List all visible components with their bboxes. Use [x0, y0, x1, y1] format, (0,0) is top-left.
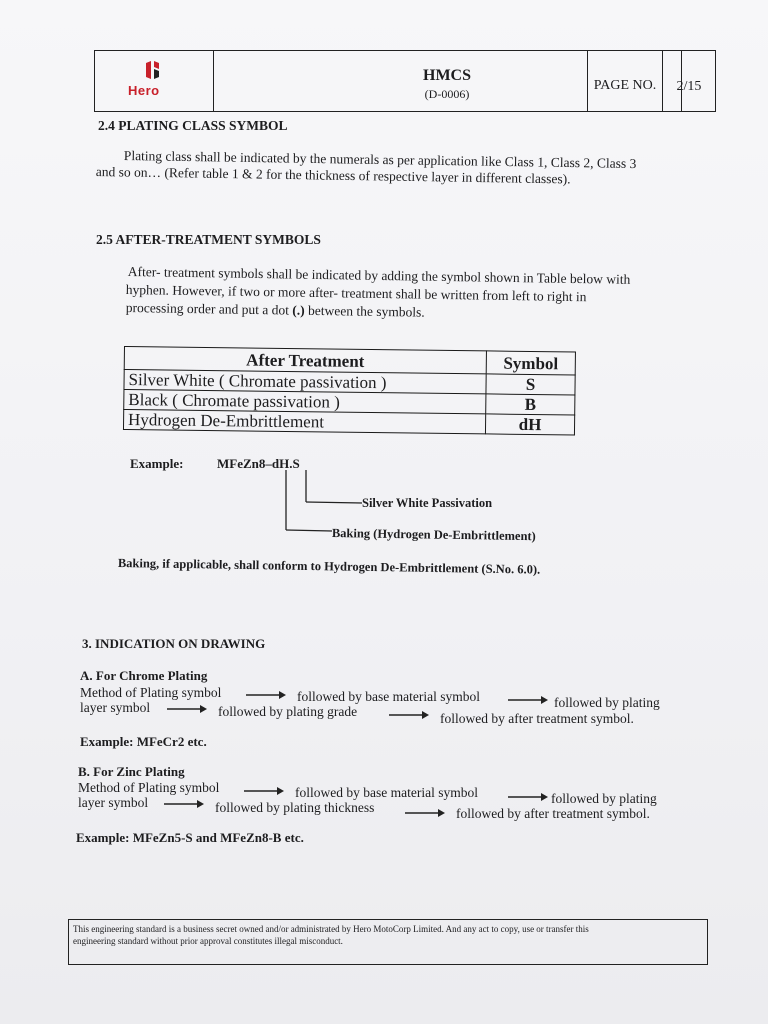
zinc-line-2-part-3: followed by after treatment symbol. — [456, 806, 650, 821]
arrow-right-icon — [246, 690, 286, 700]
arrow-right-icon — [167, 704, 207, 714]
arrow-right-icon — [405, 808, 445, 818]
column-header-symbol: Symbol — [486, 351, 575, 375]
treatment-cell: Black ( Chromate passivation ) — [124, 390, 486, 414]
zinc-line-2-part-2: followed by plating thickness — [215, 800, 375, 815]
chrome-line-1-part-1: Method of Plating symbol — [80, 685, 222, 700]
example-label: Example: — [130, 456, 184, 471]
logo-cell — [95, 51, 214, 111]
zinc-line-1-part-1: Method of Plating symbol — [78, 780, 220, 795]
arrow-right-icon — [389, 710, 429, 720]
chrome-line-1-part-3: followed by plating — [554, 695, 660, 710]
chrome-line-2-part-3: followed by after treatment symbol. — [440, 711, 634, 726]
symbol-cell: dH — [485, 414, 574, 435]
example-code: MFeZn8–dH.S — [217, 456, 300, 471]
arrow-right-icon — [508, 695, 548, 705]
treatment-cell: Silver White ( Chromate passivation ) — [124, 370, 486, 394]
column-header-after-treatment: After Treatment — [124, 347, 486, 374]
section-2-5-line-2: hyphen. However, if two or more after- treatment shall be written from left to right in — [125, 282, 587, 305]
symbol-cell: S — [486, 374, 575, 395]
page-number-value: 2/15 — [676, 79, 702, 94]
section-2-4-line-1: Plating class shall be indicated by the numerals as per application like Class 1, Class 2, Class 3 — [123, 148, 637, 172]
symbol-cell: B — [486, 394, 575, 415]
chrome-line-2-part-1: layer symbol — [80, 700, 151, 715]
confidentiality-footer — [68, 919, 708, 965]
chrome-line-2-part-2: followed by plating grade — [218, 704, 358, 719]
zinc-example: Example: MFeZn5-S and MFeZn8-B etc. — [76, 830, 304, 845]
subsection-zinc-heading: B. For Zinc Plating — [78, 764, 185, 779]
baking-note: Baking, if applicable, shall conform to Hydrogen De-Embrittlement (S.No. 6.0). — [117, 556, 541, 577]
document-title: HMCS — [423, 67, 471, 84]
section-heading-2-4: 2.4 PLATING CLASS SYMBOL — [98, 118, 288, 133]
footer-line-1: This engineering standard is a business secret owned and/or administrated by Hero MotoCorp Limited. And any act to copy, use or transfer this — [73, 924, 589, 934]
callout-silver-white: Silver White Passivation — [362, 496, 493, 510]
chrome-line-1-part-2: followed by base material symbol — [297, 689, 480, 704]
document-code: (D-0006) — [424, 87, 470, 101]
zinc-line-1-part-2: followed by base material symbol — [295, 785, 478, 800]
after-treatment-table — [123, 346, 576, 436]
section-2-4-line-2: and so on… (Refer table 1 & 2 for the thickness of respective layer in different classes). — [95, 164, 571, 187]
footer-line-2: engineering standard without prior approval constitutes illegal misconduct. — [73, 936, 343, 946]
table-row — [123, 410, 574, 436]
zinc-line-2-part-1: layer symbol — [78, 795, 149, 810]
zinc-line-1-part-3: followed by plating — [551, 791, 657, 806]
document-header — [94, 50, 716, 112]
section-heading-2-5: 2.5 AFTER-TREATMENT SYMBOLS — [96, 232, 321, 247]
arrow-right-icon — [164, 799, 204, 809]
callout-baking: Baking (Hydrogen De-Embrittlement) — [331, 526, 536, 544]
section-heading-3: 3. INDICATION ON DRAWING — [82, 636, 266, 651]
hero-logo-icon — [143, 59, 165, 81]
arrow-right-icon — [508, 792, 548, 802]
arrow-right-icon — [244, 786, 284, 796]
section-2-5-line-3: processing order and put a dot (.) between the symbols. — [125, 300, 425, 320]
chrome-example: Example: MFeCr2 etc. — [80, 734, 207, 749]
treatment-cell: Hydrogen De-Embrittlement — [123, 410, 485, 434]
hero-logo-text: Hero — [128, 83, 160, 98]
section-2-5-line-1: After- treatment symbols shall be indicated by adding the symbol shown in Table below with — [127, 264, 631, 287]
page-number-label: PAGE NO. — [587, 51, 663, 111]
subsection-chrome-heading: A. For Chrome Plating — [80, 668, 208, 683]
